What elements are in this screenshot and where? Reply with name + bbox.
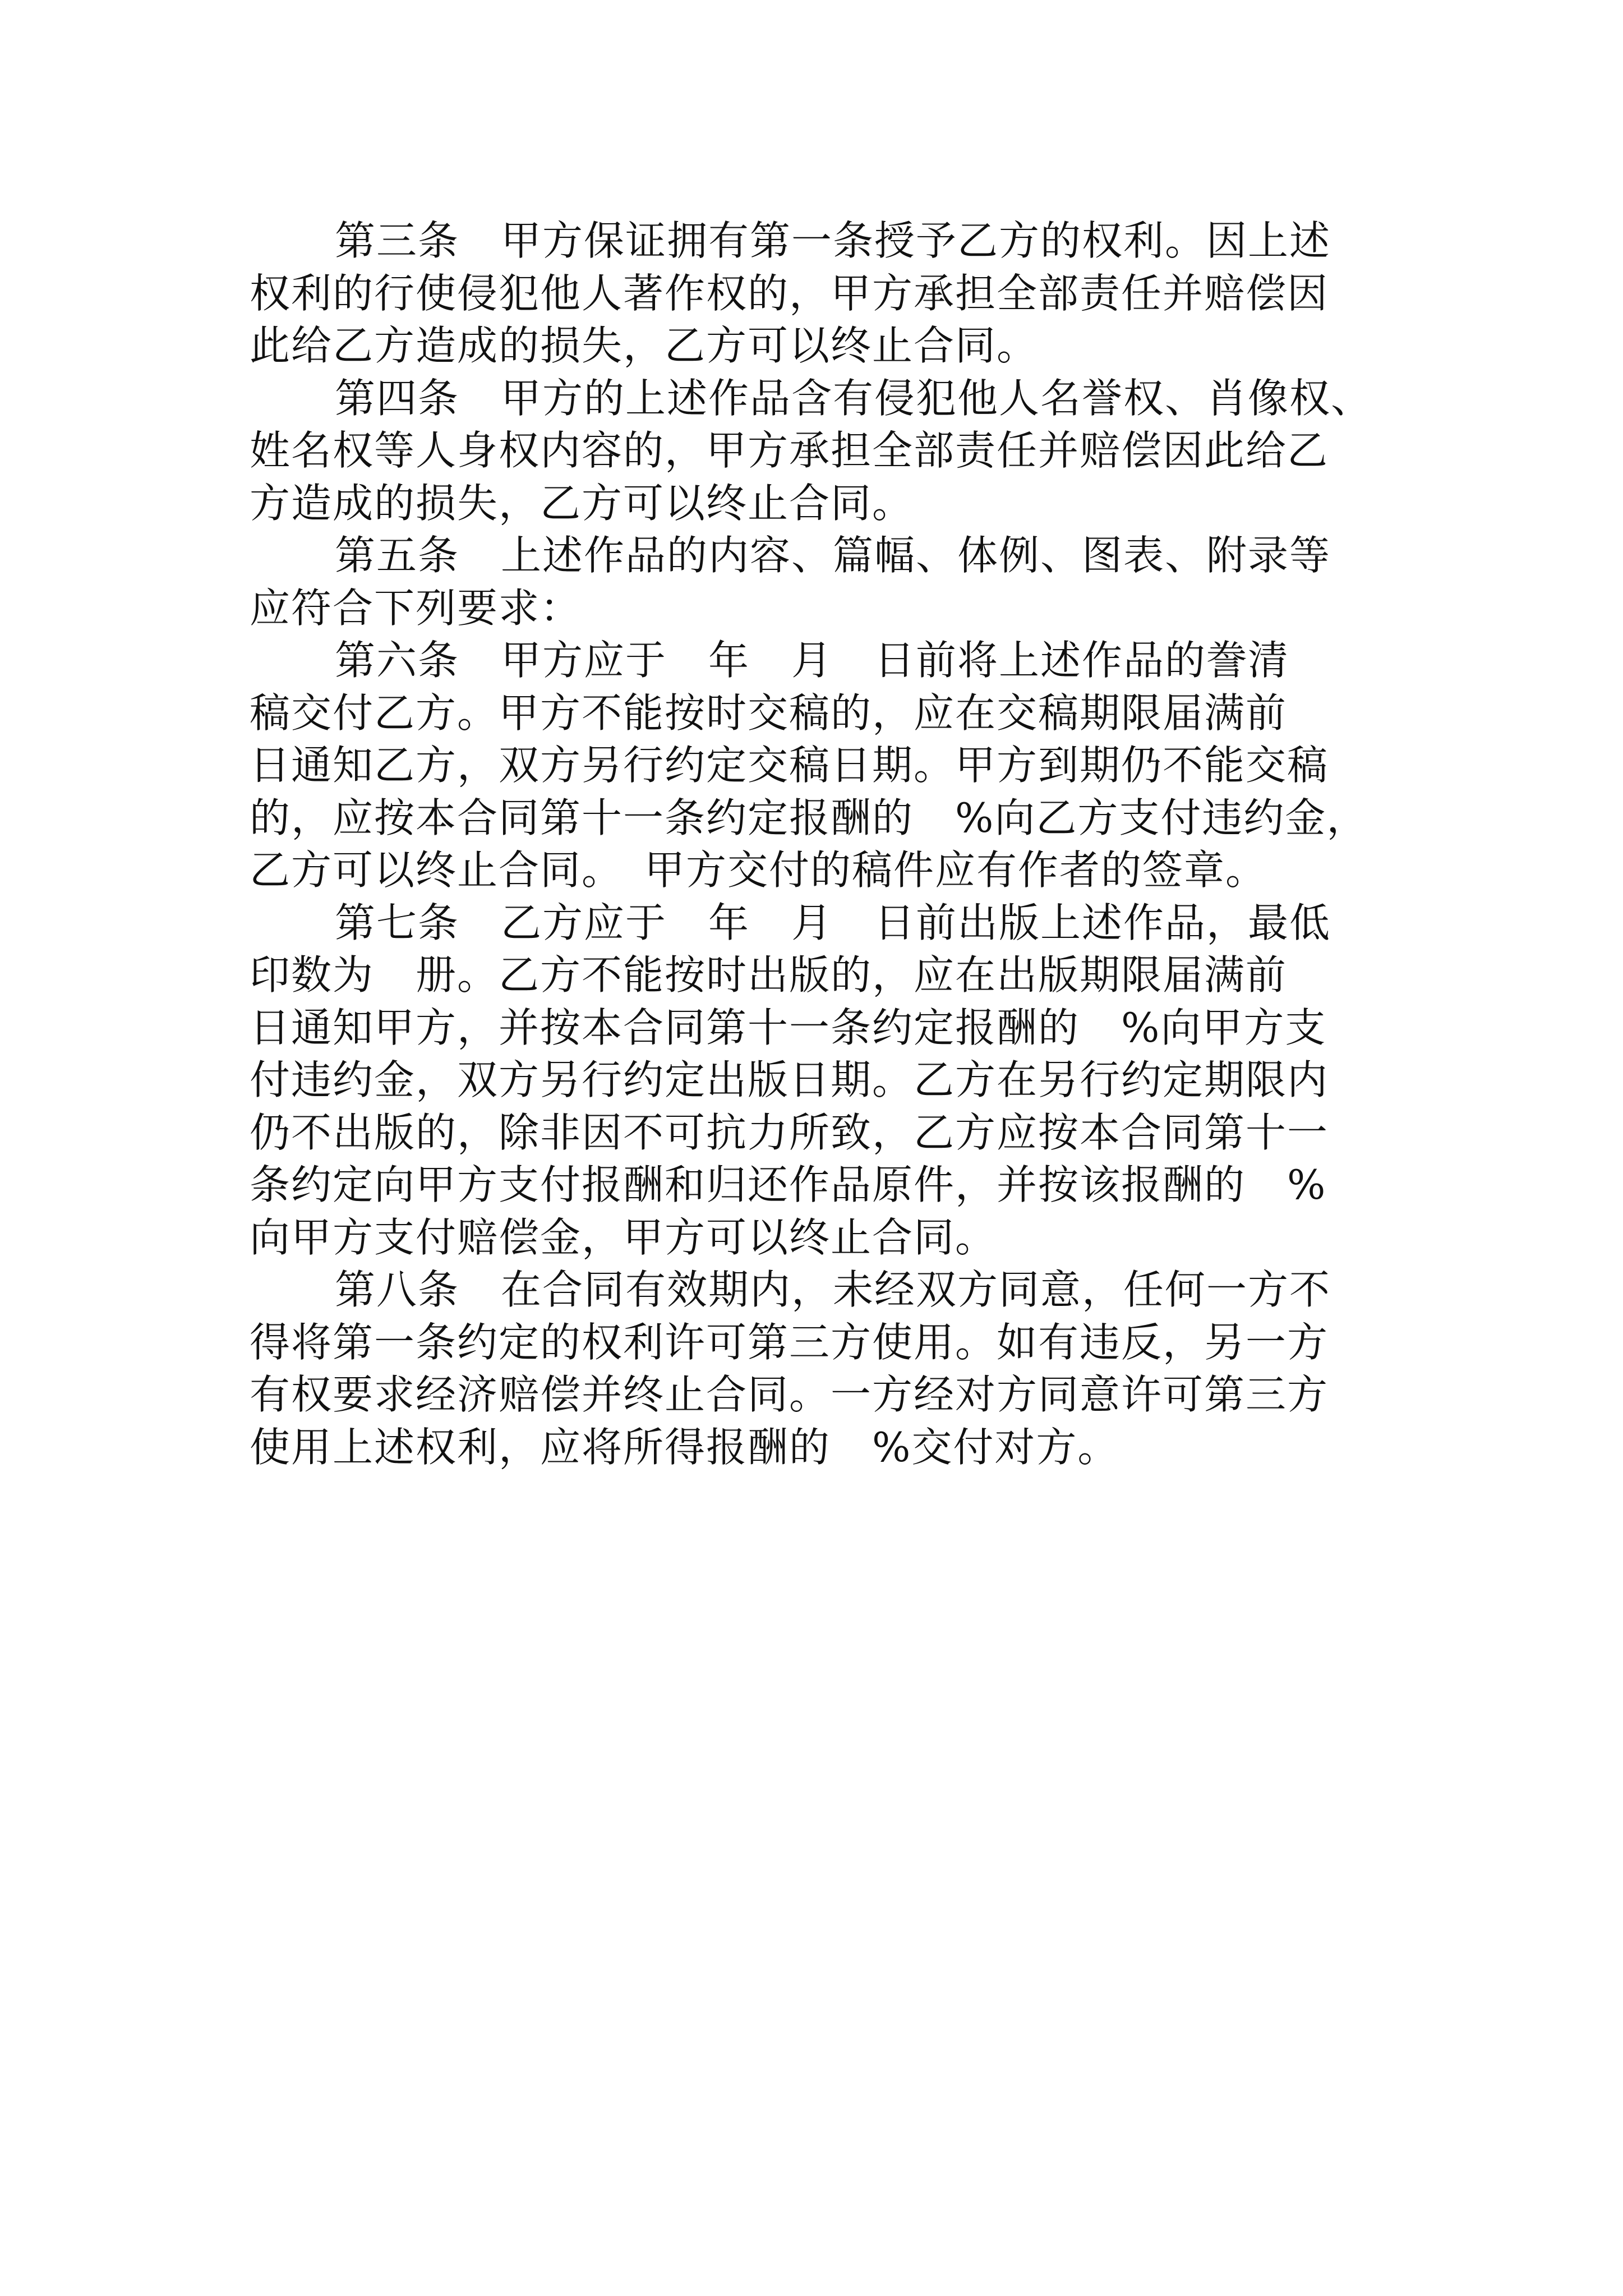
text-line: 姓名权等人身权内容的，甲方承担全部责任并赔偿因此给乙 — [250, 427, 1329, 474]
text-line: 向甲方支付赔偿金，甲方可以终止合同。 — [250, 1213, 997, 1261]
article-4 — [250, 372, 1399, 530]
text-line: 应符合下列要求： — [250, 584, 582, 632]
text-line: 第六条 甲方应于 年 月 日前将上述作品的誊清 — [335, 637, 1290, 684]
text-line: 有权要求经济赔偿并终止合同。一方经对方同意许可第三方 — [250, 1371, 1329, 1418]
text-line: 日通知乙方，双方另行约定交稿日期。甲方到期仍不能交稿 — [250, 742, 1329, 789]
text-line: 的，应按本合同第十一条约定报酬的 %向乙方支付违约金， — [250, 794, 1368, 841]
text-line: 第五条 上述作品的内容、篇幅、体例、图表、附录等 — [335, 532, 1331, 579]
text-line: 条约定向甲方支付报酬和归还作品原件，并按该报酬的 % — [250, 1161, 1327, 1208]
text-line: 乙方可以终止合同。 甲方交付的稿件应有作者的签章。 — [250, 846, 1267, 894]
article-6 — [250, 634, 1399, 897]
text-line: 付违约金，双方另行约定出版日期。乙方在另行约定期限内 — [250, 1056, 1329, 1103]
text-line: 方造成的损失，乙方可以终止合同。 — [250, 479, 914, 527]
text-line: 第四条 甲方的上述作品含有侵犯他人名誉权、肖像权、 — [335, 374, 1373, 422]
text-line: 日通知甲方，并按本合同第十一条约定报酬的 %向甲方支 — [250, 1004, 1327, 1051]
article-7 — [250, 897, 1399, 1264]
contract-body — [250, 215, 1399, 1474]
text-line: 得将第一条约定的权利许可第三方使用。如有违反，另一方 — [250, 1318, 1329, 1366]
text-line: 稿交付乙方。甲方不能按时交稿的，应在交稿期限届满前 — [250, 689, 1288, 737]
text-line: 第七条 乙方应于 年 月 日前出版上述作品，最低 — [335, 899, 1331, 946]
article-3 — [250, 215, 1399, 372]
text-line: 第八条 在合同有效期内，未经双方同意，任何一方不 — [335, 1266, 1331, 1313]
article-8 — [250, 1264, 1399, 1474]
text-line: 第三条 甲方保证拥有第一条授予乙方的权利。因上述 — [335, 217, 1331, 264]
text-line: 仍不出版的，除非因不可抗力所致，乙方应按本合同第十一 — [250, 1108, 1329, 1156]
text-line: 印数为 册。乙方不能按时出版的，应在出版期限届满前 — [250, 951, 1288, 999]
article-5 — [250, 530, 1399, 634]
text-line: 权利的行使侵犯他人著作权的，甲方承担全部责任并赔偿因 — [250, 269, 1329, 317]
text-line: 此给乙方造成的损失，乙方可以终止合同。 — [250, 322, 1039, 369]
text-line: 使用上述权利，应将所得报酬的 %交付对方。 — [250, 1423, 1119, 1471]
